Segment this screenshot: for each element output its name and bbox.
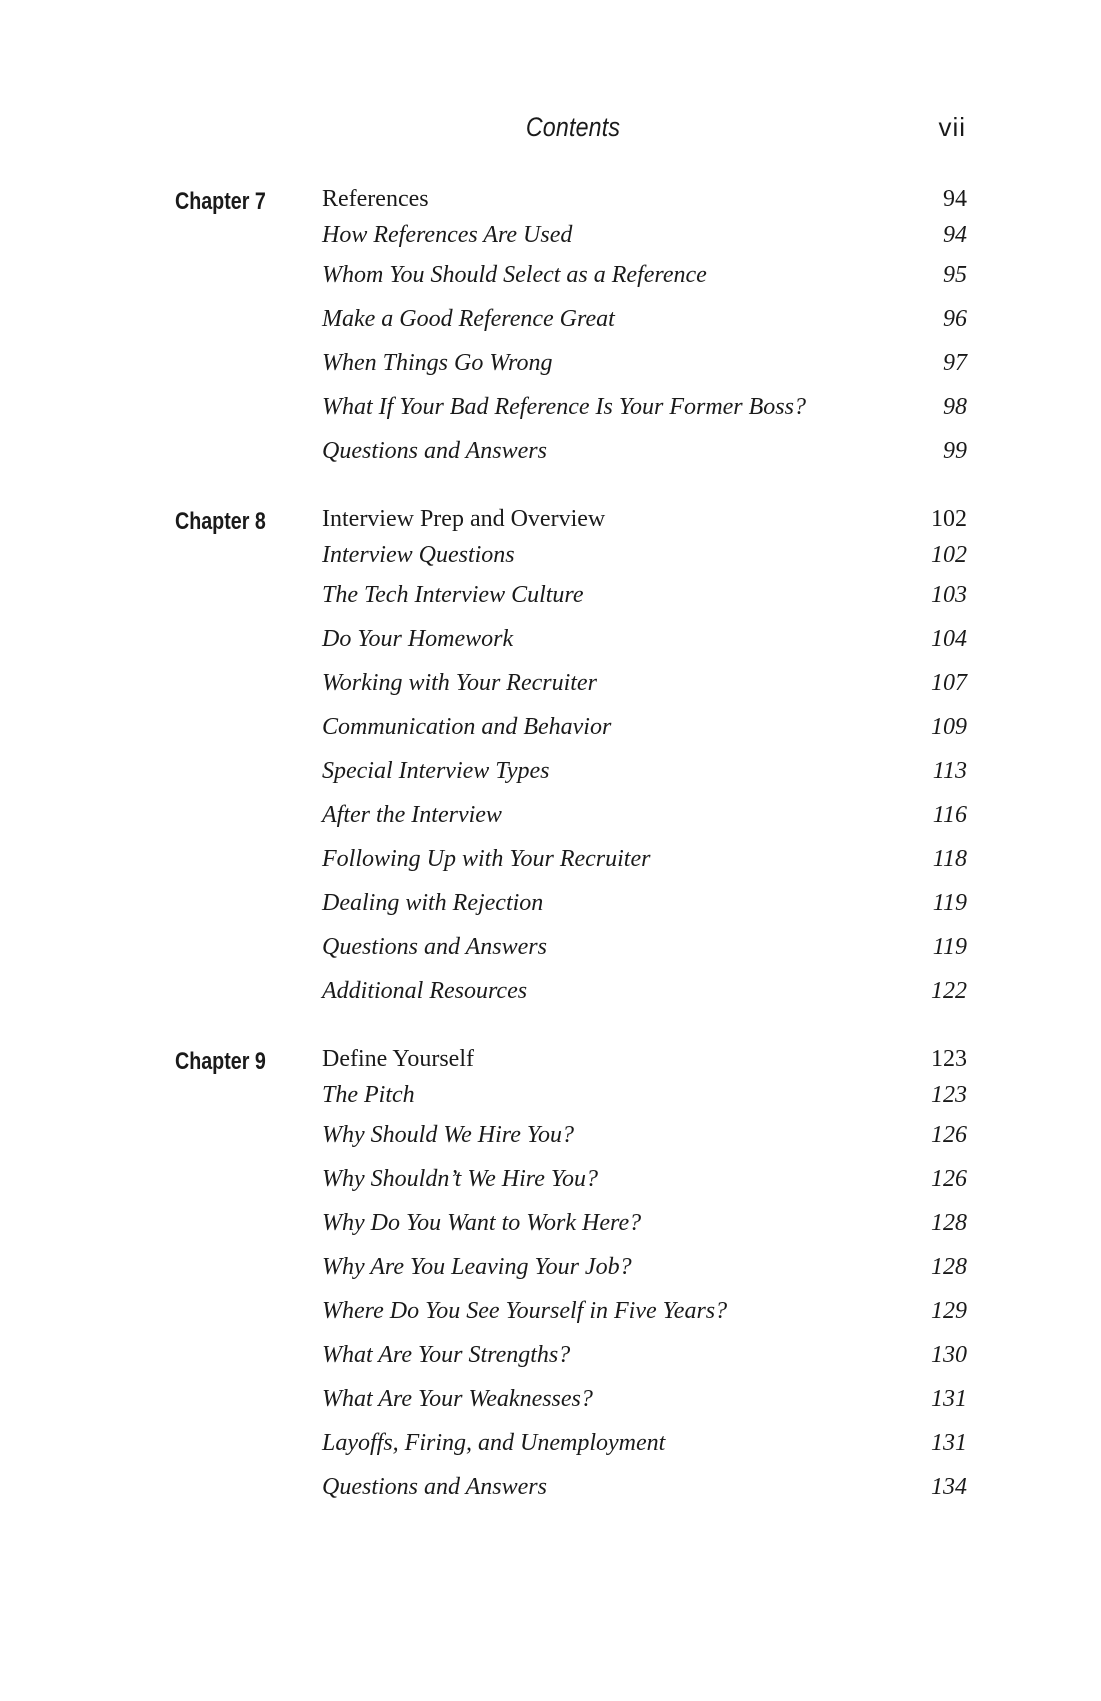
entry-title: The Pitch (322, 1082, 415, 1108)
entry-title: The Tech Interview Culture (322, 582, 584, 608)
chapter-7-section (0, 186, 1101, 482)
entry-title: When Things Go Wrong (322, 350, 553, 376)
entry-page-number: 109 (931, 714, 967, 740)
toc-entry[interactable] (322, 394, 967, 438)
entry-page-number: 107 (931, 670, 967, 696)
table-of-contents (0, 186, 1101, 1542)
toc-entry[interactable] (322, 978, 967, 1022)
entry-title: Layoffs, Firing, and Unemployment (322, 1430, 666, 1456)
chapter-title: Define Yourself (322, 1046, 474, 1072)
chapter-page-number: 102 (931, 506, 967, 532)
running-head (0, 112, 1101, 152)
entry-title: Why Do You Want to Work Here? (322, 1210, 642, 1236)
entry-title: What Are Your Weaknesses? (322, 1386, 593, 1412)
toc-entry[interactable] (322, 1298, 967, 1342)
chapter-heading[interactable] (322, 1046, 967, 1082)
toc-entry[interactable] (322, 582, 967, 626)
chapter-title: Interview Prep and Overview (322, 506, 606, 532)
entry-title: Why Are You Leaving Your Job? (322, 1254, 632, 1280)
entry-page-number: 122 (931, 978, 967, 1004)
entry-title: What Are Your Strengths? (322, 1342, 571, 1368)
toc-entry[interactable] (322, 1430, 967, 1474)
toc-entry[interactable] (322, 438, 967, 482)
entry-title: Dealing with Rejection (322, 890, 544, 916)
entry-page-number: 96 (943, 306, 967, 332)
entry-title: Do Your Homework (322, 626, 514, 652)
entry-title: Questions and Answers (322, 1474, 547, 1500)
entry-title: Additional Resources (322, 978, 528, 1004)
entry-page-number: 128 (931, 1210, 967, 1236)
entry-title: Whom You Should Select as a Reference (322, 262, 707, 288)
entry-title: Communication and Behavior (322, 714, 612, 740)
entry-page-number: 94 (943, 222, 967, 248)
entry-page-number: 97 (943, 350, 967, 376)
entry-title: Why Shouldn’t We Hire You? (322, 1166, 598, 1192)
toc-entry[interactable] (322, 1122, 967, 1166)
entry-page-number: 126 (931, 1122, 967, 1148)
chapter-page-number: 123 (931, 1046, 967, 1072)
chapter-label: Chapter 9 (175, 1048, 266, 1075)
entry-page-number: 131 (931, 1430, 967, 1456)
entry-page-number: 134 (931, 1474, 967, 1500)
entry-page-number: 126 (931, 1166, 967, 1192)
entry-title: Working with Your Recruiter (322, 670, 597, 696)
entry-title: Questions and Answers (322, 934, 547, 960)
entry-page-number: 95 (943, 262, 967, 288)
running-head-title: Contents (525, 112, 621, 142)
toc-entry[interactable] (322, 1082, 967, 1122)
toc-entry[interactable] (322, 846, 967, 890)
entry-page-number: 113 (932, 758, 967, 784)
entry-page-number: 99 (943, 438, 967, 464)
chapter-heading[interactable] (322, 186, 967, 222)
toc-entry[interactable] (322, 542, 967, 582)
entry-title: What If Your Bad Reference Is Your Former Boss? (322, 394, 806, 420)
entry-page-number: 104 (931, 626, 967, 652)
toc-entry[interactable] (322, 1474, 967, 1518)
entry-page-number: 118 (932, 846, 967, 872)
entry-page-number: 123 (931, 1082, 967, 1108)
entry-title: How References Are Used (322, 222, 573, 248)
toc-entry[interactable] (322, 890, 967, 934)
toc-entry[interactable] (322, 306, 967, 350)
toc-entry[interactable] (322, 350, 967, 394)
entry-title: Questions and Answers (322, 438, 547, 464)
chapter-label: Chapter 8 (175, 508, 266, 535)
entry-title: Why Should We Hire You? (322, 1122, 574, 1148)
toc-entry[interactable] (322, 1386, 967, 1430)
entry-page-number: 119 (932, 934, 967, 960)
page-number: vii (938, 112, 966, 142)
entry-page-number: 129 (931, 1298, 967, 1324)
chapter-9-section (0, 1046, 1101, 1518)
toc-entry[interactable] (322, 626, 967, 670)
chapter-heading[interactable] (322, 506, 967, 542)
entry-page-number: 102 (931, 542, 967, 568)
entry-page-number: 128 (931, 1254, 967, 1280)
toc-entry[interactable] (322, 1254, 967, 1298)
entry-page-number: 119 (932, 890, 967, 916)
entry-page-number: 131 (931, 1386, 967, 1412)
entry-title: Where Do You See Yourself in Five Years? (322, 1298, 728, 1324)
entry-title: After the Interview (322, 802, 502, 828)
toc-entry[interactable] (322, 1166, 967, 1210)
toc-entry[interactable] (322, 1342, 967, 1386)
entry-title: Make a Good Reference Great (322, 306, 615, 332)
toc-entry[interactable] (322, 758, 967, 802)
entry-page-number: 130 (931, 1342, 967, 1368)
entry-title: Following Up with Your Recruiter (322, 846, 651, 872)
toc-entry[interactable] (322, 934, 967, 978)
entry-page-number: 98 (943, 394, 967, 420)
chapter-title: References (322, 186, 429, 212)
toc-entry[interactable] (322, 222, 967, 262)
entry-title: Interview Questions (322, 542, 515, 568)
toc-entry[interactable] (322, 262, 967, 306)
chapter-8-section (0, 506, 1101, 1022)
toc-entry[interactable] (322, 802, 967, 846)
entry-title: Special Interview Types (322, 758, 550, 784)
entry-page-number: 116 (932, 802, 967, 828)
toc-entry[interactable] (322, 714, 967, 758)
chapter-label: Chapter 7 (175, 188, 266, 215)
entry-page-number: 103 (931, 582, 967, 608)
toc-entry[interactable] (322, 1210, 967, 1254)
chapter-page-number: 94 (943, 186, 967, 212)
toc-entry[interactable] (322, 670, 967, 714)
